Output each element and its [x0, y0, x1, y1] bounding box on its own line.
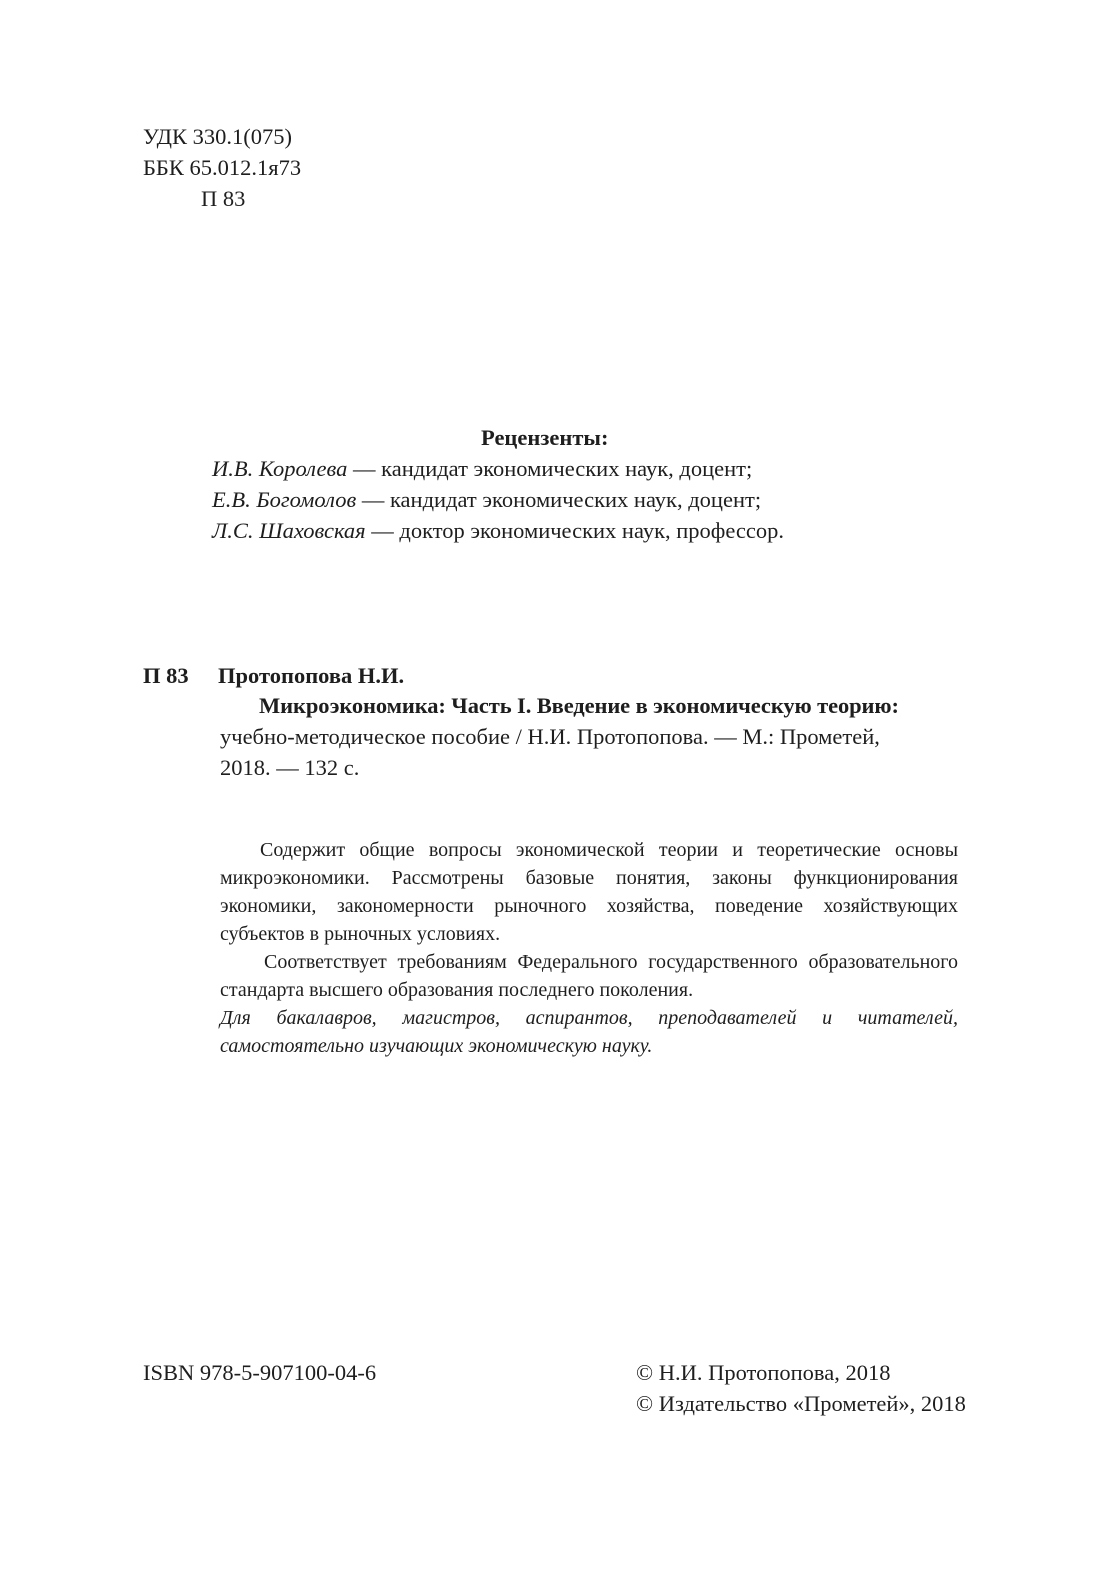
- isbn: ISBN 978-5-907100-04-6: [143, 1360, 377, 1385]
- reviewer-item: [212, 515, 784, 546]
- copyright-author: © Н.И. Протопопова, 2018: [636, 1360, 891, 1385]
- udk-code: УДК 330.1(075): [143, 124, 292, 149]
- copyright-publisher: © Издательство «Прометей», 2018: [636, 1391, 966, 1416]
- copyright-block: [636, 1357, 966, 1419]
- reviewer-item: [212, 484, 784, 515]
- bib-description: учебно-методическое пособие / Н.И. Протопопова. — М.: Прометей,: [220, 724, 880, 749]
- reviewer-role: — доктор экономических наук, профессор.: [365, 518, 785, 543]
- annotation-paragraph: Содержит общие вопросы экономической теории и теоретические основы микроэкономики. Рассмотрены базовые понятия, законы функционирования экономики, закономерности рыночного хозяйства, поведение хозяйствующих субъектов в рыночных условиях.: [220, 839, 958, 945]
- classification-codes: [143, 121, 301, 214]
- author-mark: П 83: [201, 186, 246, 211]
- reviewer-role: — кандидат экономических наук, доцент;: [347, 456, 753, 481]
- annotation-paragraph: Соответствует требованиям Федерального государственного образовательного стандарта высшего образования последнего поколения.: [220, 951, 958, 1001]
- bib-title: Микроэкономика: Часть I. Введение в экономическую теорию:: [259, 693, 899, 718]
- bib-description-cont: 2018. — 132 с.: [220, 755, 360, 780]
- annotation-audience: Для бакалавров, магистров, аспирантов, преподавателей и читателей, самостоятельно изучающих экономическую науку.: [220, 1007, 958, 1057]
- bbk-code: ББК 65.012.1я73: [143, 155, 302, 180]
- reviewer-name: И.В. Королева: [212, 456, 348, 481]
- bib-code: П 83: [143, 663, 189, 688]
- reviewer-name: Л.С. Шаховская: [212, 518, 366, 543]
- reviewer-name: Е.В. Богомолов: [212, 487, 357, 512]
- reviewer-item: [212, 453, 784, 484]
- reviewer-role: — кандидат экономических наук, доцент;: [356, 487, 762, 512]
- reviewers-heading: Рецензенты:: [481, 425, 609, 450]
- annotation: [220, 836, 958, 1060]
- reviewers-list: [212, 453, 784, 546]
- bib-author: Протопопова Н.И.: [218, 663, 405, 688]
